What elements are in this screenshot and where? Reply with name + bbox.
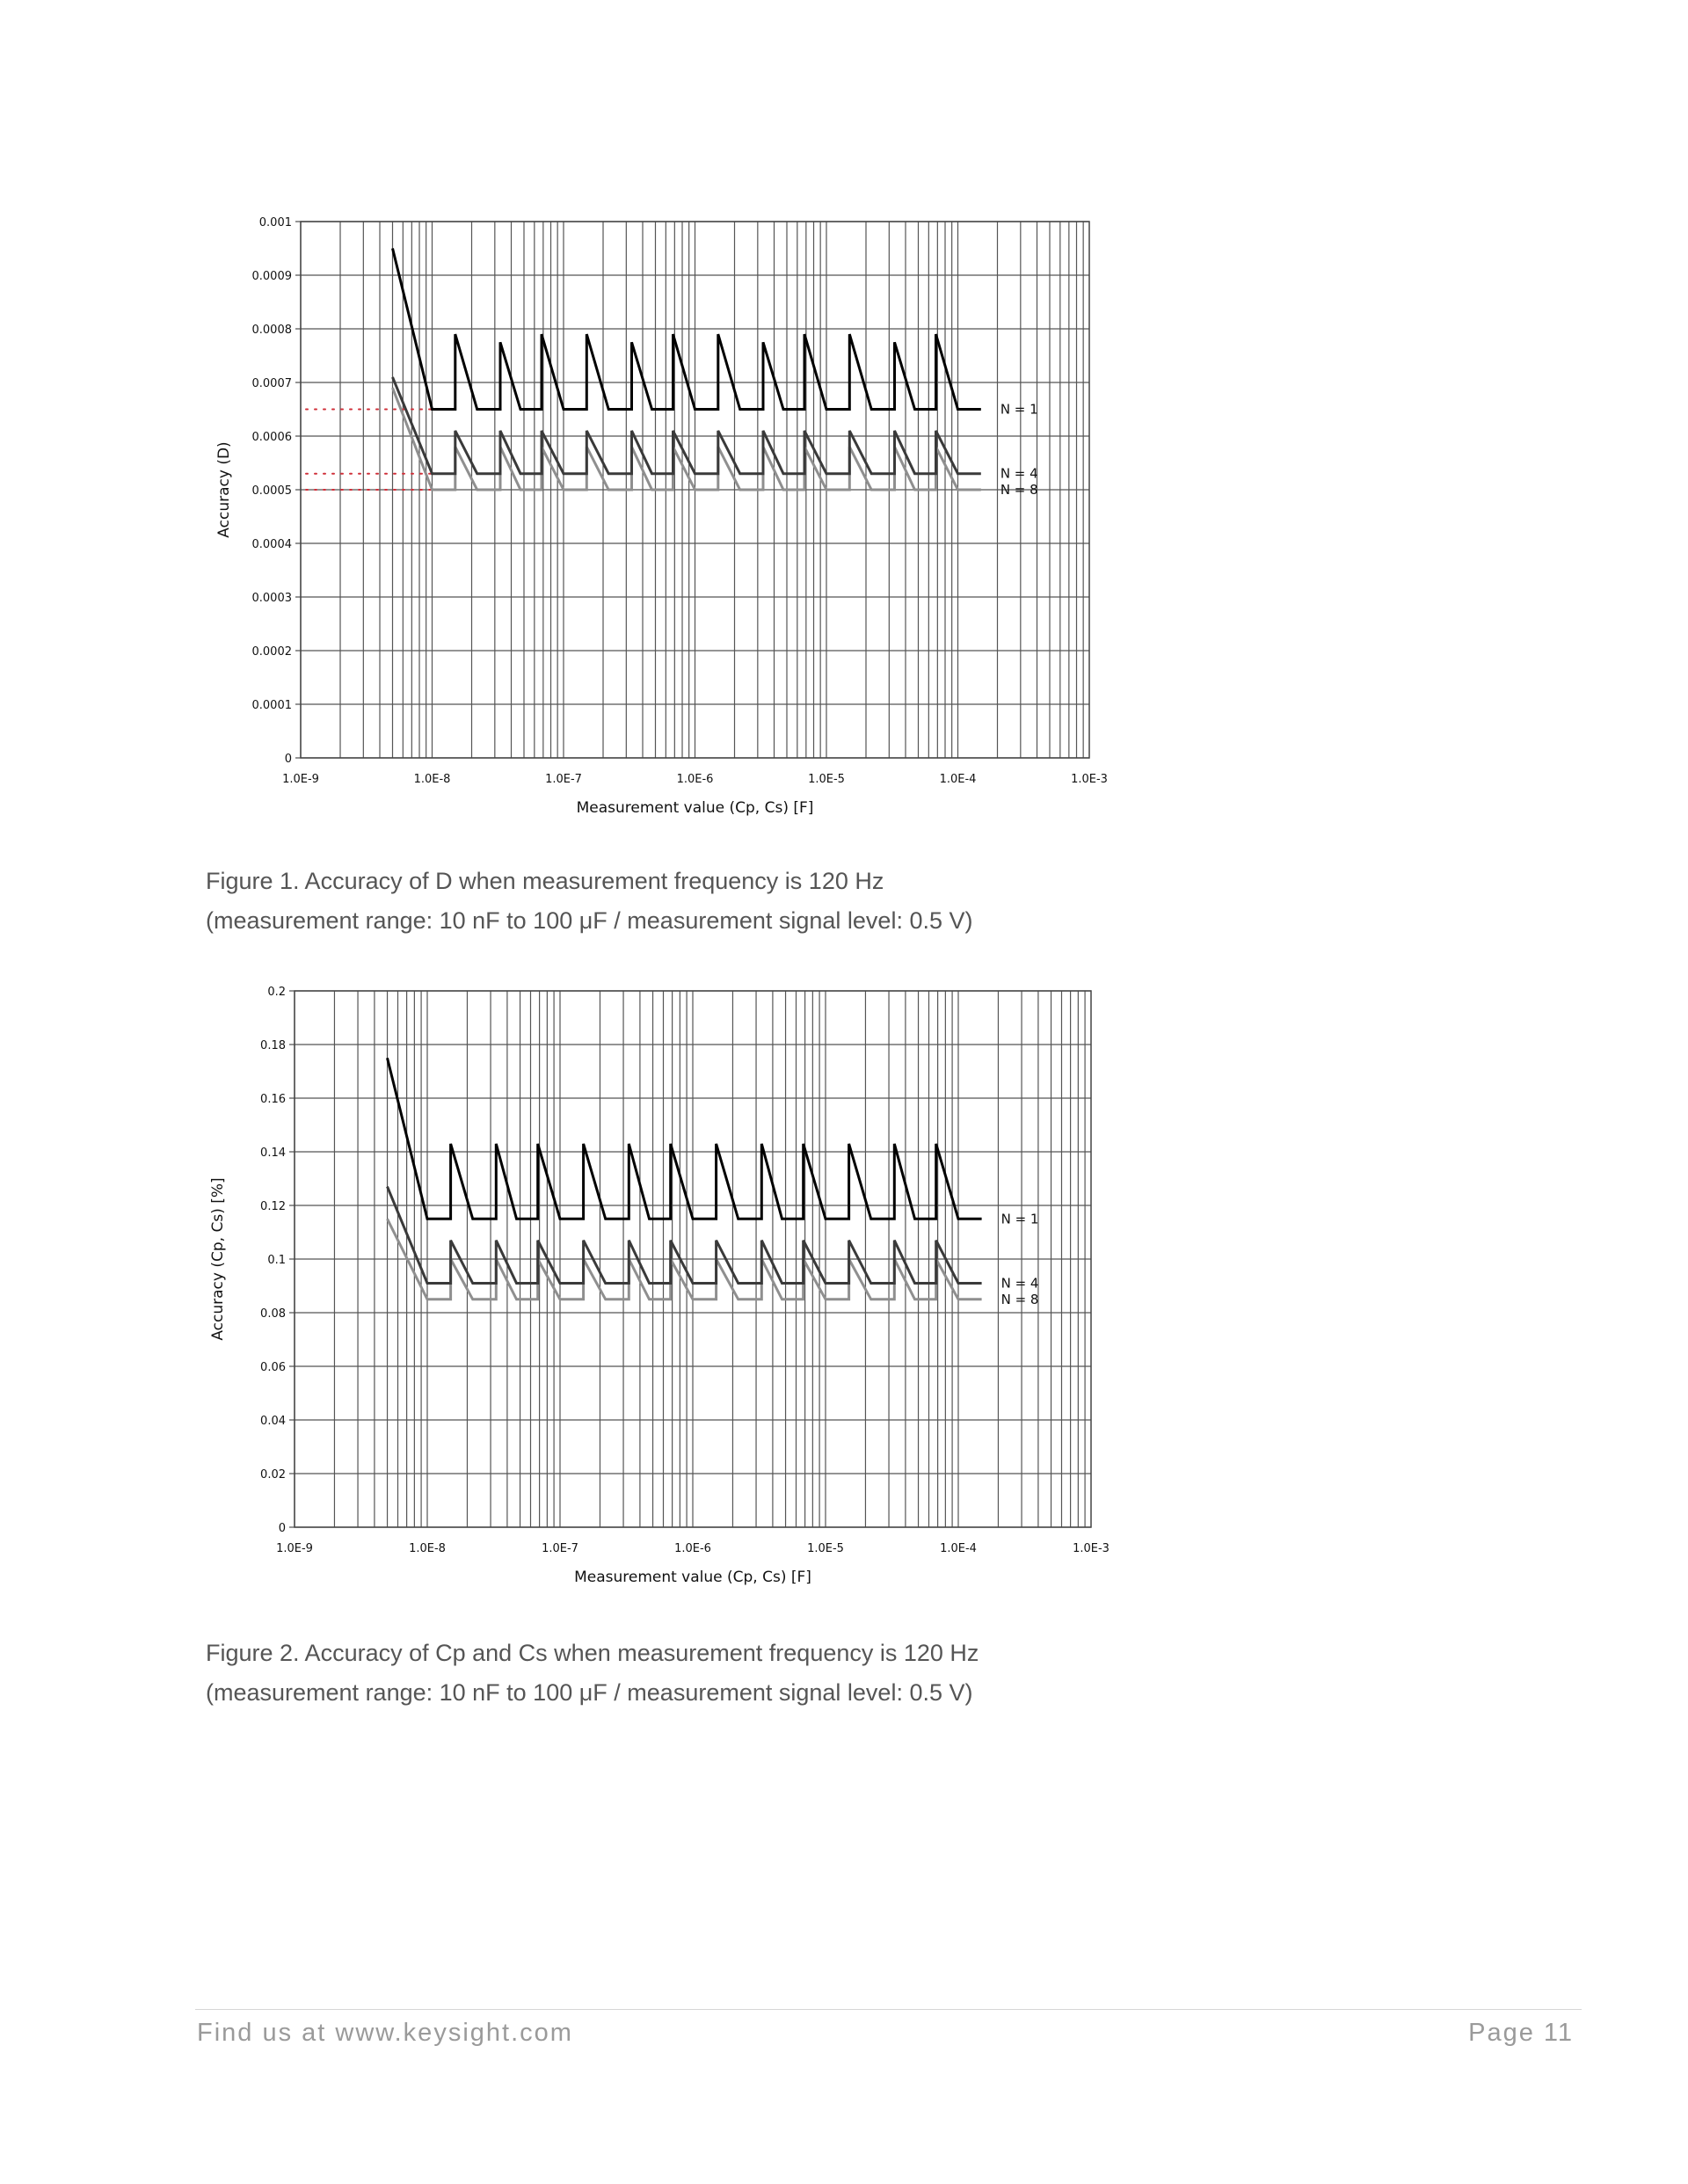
chart1-x-tick-label: 1.0E-5 xyxy=(808,773,845,786)
chart2-series-line-n1 xyxy=(388,1058,982,1219)
chart1-y-tick-label: 0.0006 xyxy=(251,431,292,444)
chart1-x-axis-title: Measurement value (Cp, Cs) [F] xyxy=(576,799,814,817)
footer-divider xyxy=(195,2009,1582,2010)
footer-website-link[interactable]: Find us at www.keysight.com xyxy=(197,2019,573,2047)
chart2-series-line-n4 xyxy=(388,1187,982,1284)
chart1-x-tick-label: 1.0E-9 xyxy=(282,773,319,786)
accuracy-cp-cs-chart xyxy=(0,972,1688,1605)
chart1-y-tick-label: 0.0008 xyxy=(251,324,292,337)
chart1-x-tick-label: 1.0E-4 xyxy=(939,773,977,786)
chart2-x-axis-title: Measurement value (Cp, Cs) [F] xyxy=(574,1569,811,1586)
chart1-y-tick-label: 0.0004 xyxy=(251,538,292,551)
chart2-x-tick-label: 1.0E-7 xyxy=(542,1542,578,1555)
figure-2-caption-line-2: (measurement range: 10 nF to 100 μF / measurement signal level: 0.5 V) xyxy=(206,1679,973,1706)
chart2-y-tick-label: 0.08 xyxy=(260,1307,286,1321)
chart2-series-label: N = 1 xyxy=(1000,1211,1039,1227)
chart1-x-tick-label: 1.0E-6 xyxy=(676,773,714,786)
chart1-y-tick-label: 0.0005 xyxy=(251,484,292,498)
chart2-y-tick-label: 0.1 xyxy=(267,1254,286,1267)
chart2-y-tick-label: 0.12 xyxy=(260,1200,286,1213)
figure-1-caption xyxy=(206,862,972,941)
chart2-x-tick-label: 1.0E-4 xyxy=(940,1542,977,1555)
chart2-x-tick-label: 1.0E-6 xyxy=(674,1542,711,1555)
chart1-y-tick-label: 0.0007 xyxy=(251,377,292,390)
chart1-y-tick-label: 0.0002 xyxy=(251,645,292,659)
chart2-x-tick-label: 1.0E-9 xyxy=(276,1542,313,1555)
chart1-series-label: N = 8 xyxy=(1000,482,1038,498)
chart2-y-tick-label: 0.2 xyxy=(267,986,286,999)
chart1-y-tick-label: 0 xyxy=(284,753,292,766)
chart2-y-tick-label: 0 xyxy=(278,1522,286,1535)
chart2-y-axis-title: Accuracy (Cp, Cs) [%] xyxy=(209,1177,227,1341)
figure-2-caption xyxy=(206,1634,979,1713)
chart2-series-label: N = 4 xyxy=(1000,1275,1039,1292)
chart1-y-tick-label: 0.0001 xyxy=(251,699,292,712)
chart2-y-tick-label: 0.04 xyxy=(260,1415,286,1428)
accuracy-d-chart xyxy=(0,202,1688,835)
chart1-series-label: N = 1 xyxy=(1000,401,1038,418)
chart2-y-tick-label: 0.02 xyxy=(260,1468,286,1481)
chart1-y-tick-label: 0.001 xyxy=(258,216,292,229)
chart2-series-label: N = 8 xyxy=(1000,1291,1039,1307)
chart2-gridlines xyxy=(289,991,1091,1527)
chart2-x-tick-label: 1.0E-5 xyxy=(807,1542,844,1555)
chart2-y-tick-label: 0.14 xyxy=(260,1147,286,1160)
chart1-series-line-n4 xyxy=(393,377,981,474)
chart1-x-tick-label: 1.0E-7 xyxy=(545,773,582,786)
figure-1-caption-line-1: Figure 1. Accuracy of D when measurement frequency is 120 Hz xyxy=(206,868,884,894)
chart1-series-label: N = 4 xyxy=(1000,465,1038,482)
chart2-x-tick-label: 1.0E-3 xyxy=(1073,1542,1110,1555)
chart2-y-tick-label: 0.16 xyxy=(260,1093,286,1106)
chart1-x-tick-label: 1.0E-3 xyxy=(1071,773,1108,786)
chart1-y-tick-label: 0.0003 xyxy=(251,592,292,605)
chart1-x-tick-label: 1.0E-8 xyxy=(413,773,451,786)
chart1-y-tick-label: 0.0009 xyxy=(251,270,292,283)
chart2-y-tick-label: 0.06 xyxy=(260,1361,286,1374)
chart2-x-tick-label: 1.0E-8 xyxy=(409,1542,446,1555)
figure-2-caption-line-1: Figure 2. Accuracy of Cp and Cs when measurement frequency is 120 Hz xyxy=(206,1640,979,1666)
page-number: Page 11 xyxy=(1468,2019,1574,2047)
chart2-y-tick-label: 0.18 xyxy=(260,1039,286,1052)
figure-1-caption-line-2: (measurement range: 10 nF to 100 μF / measurement signal level: 0.5 V) xyxy=(206,907,973,934)
chart1-y-axis-title: Accuracy (D) xyxy=(215,441,233,538)
